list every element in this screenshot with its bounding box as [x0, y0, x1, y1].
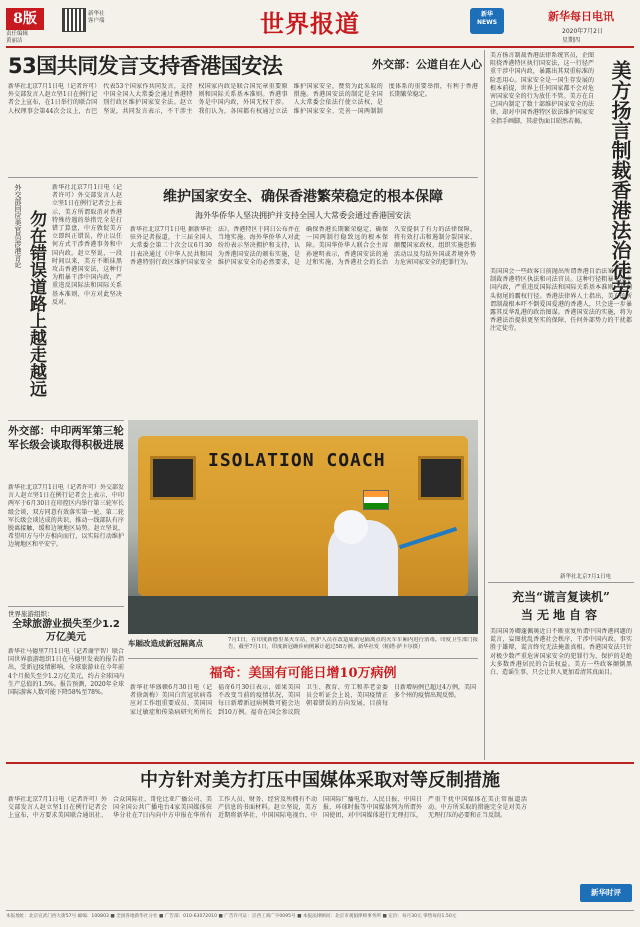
divider: [8, 177, 478, 178]
divider: [128, 658, 478, 659]
right-body: 美国国会一些政客日前抛出所谓香港自治法案，扬言制裁香港特区执法和司法官员。这种行径粗暴干涉中国内政，严重违反国际法和国际关系基本准则，是彻头彻尾的霸权行径。香港法律界人士指出，美方的所谓制裁根本吓不倒爱国爱港的香港人，只会进一步暴露其反华乱港的政治图谋。香港国安法的实施，将为香港法治提供更坚实的保障，任何外部势力的干扰都注定徒劳。: [490, 268, 632, 333]
divider: [8, 420, 124, 421]
news-photo: [128, 420, 478, 634]
qr-code-icon: [62, 8, 86, 32]
side-commentary-body: 新华社北京7月1日电（记者许可）外交部发言人赵立坚1日在例行记者会上表示，美方所谓取消对香港特殊待遇的举措完全是打错了算盘，中方敦促美方立即纠正错误，停止以任何方式干涉香港事务和中国内政。赵立坚说，一段时间以来，美方不断抹黑攻击香港国安法，这种行为粗暴干涉中国内政，严重违反国际法和国际关系基本准则，中方对此坚决反对。: [52, 184, 122, 306]
photo-caption-title: 车厢改造成新冠隔离点: [128, 639, 203, 648]
india-flag-icon: [363, 490, 389, 510]
tourism-title-small: 世界旅游组织：: [8, 610, 54, 618]
train-floor: [128, 596, 478, 634]
page-number-badge: 8版: [6, 8, 44, 30]
issue-weekday: 星期四: [562, 37, 581, 44]
lead-subheadline: 外交部：公道自在人心: [372, 58, 482, 71]
side-commentary-title: 勿在错误道路上越走越远: [26, 210, 46, 397]
tourism-title: 全球旅游业损失至少1.2万亿美元: [12, 619, 120, 643]
right-byline: 新华社北京7月1日电: [560, 574, 611, 580]
main-feature-body: 新华社北京7月1日电 据新华社驻外记者报道，十三届全国人大常委会第二十次会议6月30日表决通过《中华人民共和国香港特别行政区维护国家安全法》，香港特区于同日公布并在当地实施。海外华侨华人对此纷纷表示坚决拥护和支持，认为香港国安法的颁布实施，是维护国家安全的必然要求，是确保香港长期繁荣稳定、确保一国两制行稳致远的根本保障。美国华侨华人联合会主席孙建明表示，香港国安法的通过和实施，为香港社会的长治久安提供了有力的法律保障，将有效打击和遏制分裂国家、颠覆国家政权、组织实施恐怖活动以及勾结外国或者境外势力危害国家安全的犯罪行为。: [130, 226, 476, 266]
main-feature-subheadline: 海外华侨华人坚决拥护并支持全国人大常委会通过香港国安法: [195, 211, 411, 220]
china-india-title: 外交部：中印两军第三轮军长级会谈取得积极进展: [8, 425, 124, 451]
lead-headline: 53国共同发言支持香港国安法: [8, 54, 283, 78]
xinhua-commentary-badge: 新华时评: [580, 884, 632, 902]
paper-name: 新华每日电讯: [548, 10, 614, 23]
health-worker-hood: [334, 510, 368, 544]
photo-credit: 7月1日，在印度新德里某火车站，医护人员在改造成新冠隔离点的火车车厢内进行消毒。印度卫生部门报告，截至7月1日，印度新冠确诊病例累计超过58万例。新华社发（帕塔·萨卡尔摄）: [228, 637, 478, 650]
repeater-subtitle: 当无地自容: [520, 608, 601, 622]
editor-label: 责任编辑: [6, 31, 29, 37]
header-rule: [6, 46, 634, 48]
main-feature-headline: 维护国家安全、确保香港繁荣稳定的根本保障: [163, 189, 443, 205]
footer-rule: [6, 910, 634, 911]
repeater-title: 充当“谎言复读机”: [512, 590, 610, 604]
divider: [488, 582, 634, 583]
column-divider: [484, 50, 485, 760]
bottom-body: 新华社北京7月1日电（记者许可）外交部发言人赵立坚1日在例行记者会上宣布，中方要求美国联合通讯社、合众国际社、哥伦比亚广播公司、美国全国公共广播电台4家美国媒体驻华分社在7日内向中方申报在华所有工作人员、财务、经营及所拥有不动产信息的书面材料。赵立坚说，美方近期将新华社、中国国际电视台、中国国际广播电台、人民日报、中国日报、环球时报等中国媒体列为所谓外国使团，对中国媒体进行无理打压，严重干扰中国媒体在美正常报道活动。中方所采取的措施完全是对美方无理打压的必要和正当反制。: [8, 796, 527, 820]
fauci-headline: 福奇：美国有可能日增10万病例: [209, 666, 397, 681]
fauci-body: 新华社华盛顿6月30日电（记者徐剑梅）美国白宫冠状病毒应对工作组重要成员、美国国家过敏症和传染病研究所所长福奇6月30日表示，如果美国不改变当前的疫情状况，美国每日新增新冠病例数可能会达到10万例。福奇在国会参议院卫生、教育、劳工和养老金委员会听证会上说，美国疫情正朝着错误的方向发展，目前每日新增病例已超过4万例，美国多个州的疫情出现反弹。: [130, 684, 476, 716]
divider: [8, 606, 124, 607]
right-top-body: 美方扬言制裁香港法律系统官员，企图阻挠香港特区执行国安法，这一行径严重干涉中国内政，暴露出其双重标准的险恶用心。国家安全是一国生存发展的根本前提，世界上任何国家都不会对危害国家安全的行为放任不管。美方在自己国内制定了数十部维护国家安全的法律，却对中国香港特区依法维护国家安全指手画脚，其虚伪面目昭然若揭。: [490, 52, 594, 125]
repeater-body: 美国国务卿蓬佩奥近日不断重复所谓中国香港问题的谎言，妄图扰乱香港社会秩序，干涉中国内政。事实胜于雄辩，谎言终究无法掩盖真相。香港国安法只针对极少数严重危害国家安全的犯罪行为，保护的是绝大多数香港居民的合法权益。美方一些政客颠倒黑白、造谣生事，只会让世人更加看清其真面目。: [490, 628, 632, 677]
tourism-body: 新华社马德里7月1日电（记者谢宇智）联合国世界旅游组织1日在马德里发表的报告指出，受新冠疫情影响，全球旅游业在今年前4个月损失至少1.2万亿美元，约占全球国内生产总值的1.5%。报告预测，2020年全球国际游客人数可能下降58%至78%。: [8, 648, 124, 697]
bottom-rule: [6, 762, 634, 764]
section-title: 世界报道: [260, 9, 360, 38]
china-india-body: 新华社北京7月1日电（记者许可）外交部发言人赵立坚1日在例行记者会上表示，中印两军于6月30日在印控区内举行第三轮军长级会谈，双方同意有效落实第一轮、第二轮军长级会谈达成的共识，推动一线部队有序脱离接触，缓和边境地区局势。赵立坚说，希望印方与中方相向而行，以实际行动维护边境地区和平安宁。: [8, 484, 124, 549]
bottom-headline: 中方针对美方打压中国媒体采取对等反制措施: [140, 770, 500, 791]
lead-body: 新华社北京7月1日电（记者许可）外交部发言人赵立坚1日在例行记者会上宣布，在1日举行的联合国人权理事会第44次会议上，古巴代表53个国家作共同发言，支持中国全国人大常委会通过香港特别行政区维护国家安全法。赵立坚说，共同发言表示，不干涉主权国家内政是联合国宪章重要原则和国际关系基本准则。香港事务是中国内政，外国无权干涉。我们认为，各国都有权通过立法维护国家安全，赞赏为此采取的措施。香港国安法的制定是全国人大常委会依法行使立法权，是维护国家安全、完善一国两制制度体系的重要举措，有利于香港长期繁荣稳定。: [8, 83, 478, 115]
editor-name: 黄丽洁: [6, 38, 23, 44]
issue-date: 2020年7月2日: [562, 28, 603, 35]
right-big-title: 美方扬言制裁香港法治徒劳: [608, 60, 632, 300]
isolation-coach-sign: ISOLATION COACH: [208, 450, 386, 471]
editor-info: [6, 31, 28, 45]
train-window-2: [418, 456, 464, 500]
footer-info: 本报地址：北京宣武门西大街57号 邮编：100803 ■ 全国各地新华社分社 ■ 广告部：010-63072010 ■ 广告许可证：京西工商广字0095号 ■ 本报法律顾问：北京市观韬律师事务所 ■ 定价：每月30元 零售每份1.50元: [6, 914, 457, 919]
side-commentary-byline: 外交部回应美官员涉港言论: [14, 184, 22, 268]
news-logo-icon: 新华 NEWS: [470, 8, 504, 34]
train-window-1: [150, 456, 196, 500]
xinhua-app-label: 新华社 客户端: [88, 11, 105, 24]
